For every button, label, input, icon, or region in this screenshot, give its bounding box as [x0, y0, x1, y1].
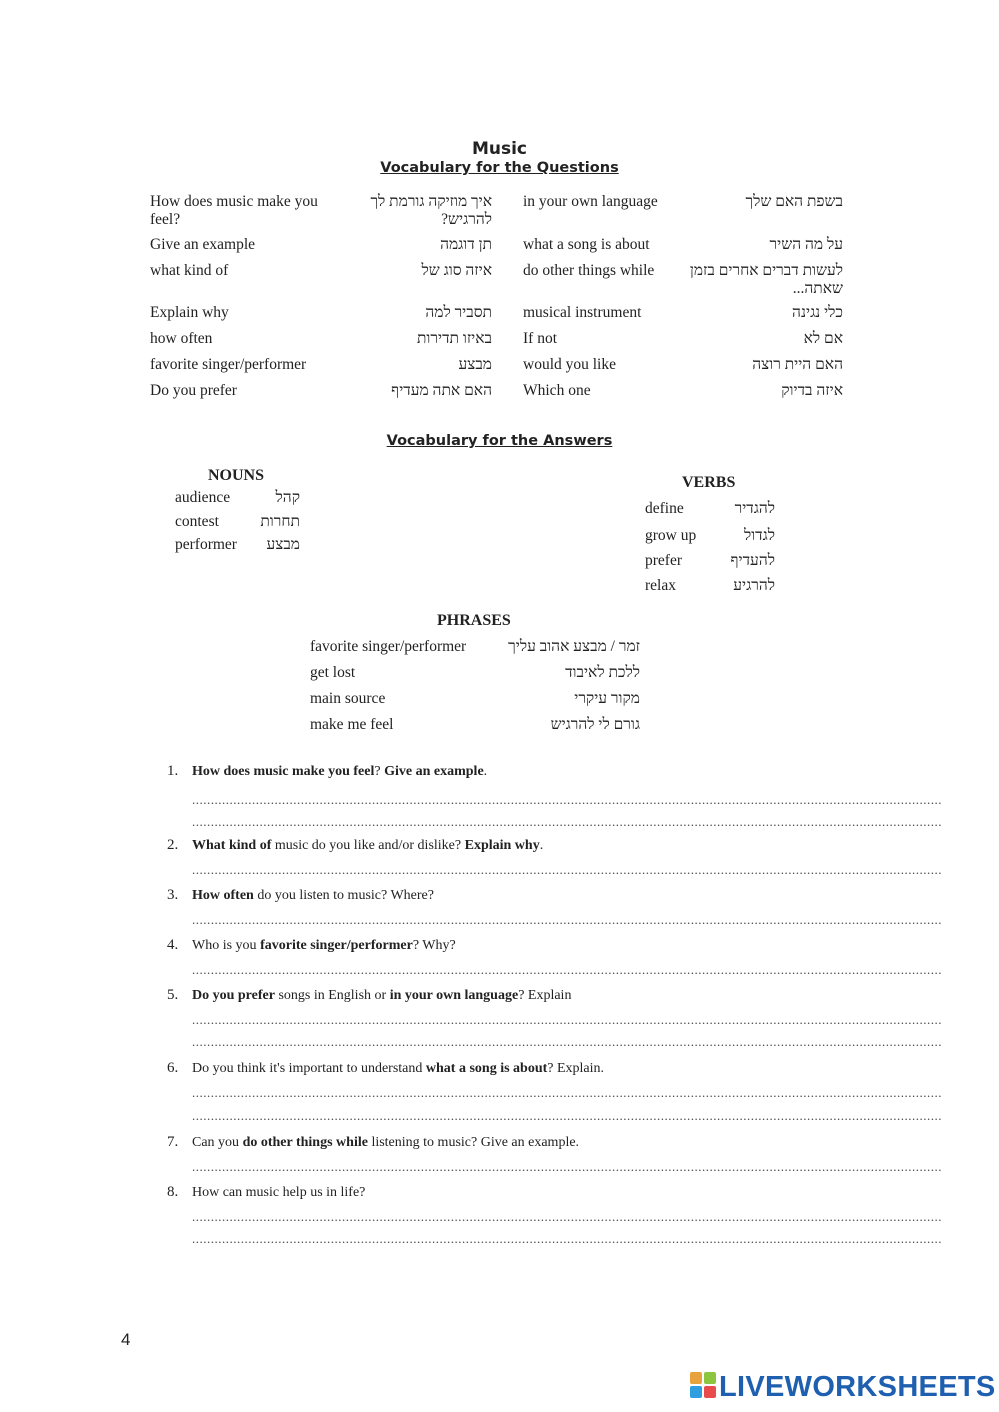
verb-english: grow up: [645, 527, 697, 544]
question-keyword: What kind of: [192, 838, 272, 853]
vocab-english: favorite singer/performer: [150, 356, 307, 373]
phrase-hebrew: גורם לי להרגיש: [550, 716, 640, 733]
question-number: 6.: [167, 1060, 179, 1076]
vocab-english: Explain why: [150, 304, 229, 321]
question: [167, 937, 807, 954]
noun-english: audience: [175, 489, 231, 506]
vocab-hebrew: האם היית רוצה: [752, 356, 843, 373]
verb-hebrew: להגדיר: [734, 500, 775, 517]
phrase-english: make me feel: [310, 716, 394, 733]
vocab-english: how often: [150, 330, 213, 347]
vocab-hebrew: איך מוזיקה גורמת לך להרגיש?: [370, 193, 492, 228]
vocab-hebrew: תסביר למה: [425, 304, 492, 321]
verbs-heading: VERBS: [682, 474, 736, 491]
logo-icon: [690, 1372, 717, 1399]
question-keyword: How often: [192, 888, 254, 903]
liveworksheets-logo: [690, 1371, 996, 1404]
phrases-heading: PHRASES: [437, 612, 511, 629]
vocab-english: musical instrument: [523, 304, 642, 321]
question-text: songs in English or: [274, 988, 390, 1003]
logo-text: LIVEWORKSHEETS: [719, 1371, 996, 1403]
verb-hebrew: להרגיע: [733, 577, 775, 594]
answer-line[interactable]: ........................................................................................................................................................................................................: [192, 1034, 942, 1049]
section-title-questions-vocab: Vocabulary for the Questions: [380, 160, 619, 176]
question-number: 4.: [167, 937, 179, 953]
answer-line[interactable]: ........................................................................................................................................................................................................: [192, 962, 942, 977]
answer-line[interactable]: ........................................................................................................................................................................................................: [192, 792, 942, 807]
phrase-hebrew: מקור עיקרי: [574, 690, 640, 707]
question-text: ? Explain: [518, 988, 572, 1003]
question-keyword: How does music make you feel: [192, 764, 375, 779]
verb-english: prefer: [645, 552, 682, 569]
answer-line[interactable]: ........................................................................................................................................................................................................: [192, 1209, 942, 1224]
question-number: 2.: [167, 837, 179, 853]
phrase-hebrew: ללכת לאיבוד: [565, 664, 640, 681]
question-keyword: what a song is about: [425, 1061, 548, 1076]
question-keyword: favorite singer/performer: [260, 938, 413, 953]
phrase-english: get lost: [310, 664, 356, 681]
answer-line[interactable]: ........................................................................................................................................................................................................: [192, 1108, 942, 1123]
section-title-answers-vocab: Vocabulary for the Answers: [386, 433, 613, 449]
question-keyword: in your own language: [389, 988, 519, 1003]
vocab-english: Do you prefer: [150, 382, 237, 399]
vocab-english: would you like: [523, 356, 616, 373]
question: [167, 987, 807, 1004]
verb-english: define: [645, 500, 684, 517]
question-keyword: Explain why: [464, 838, 540, 853]
question-text: ? Why?: [412, 938, 456, 953]
noun-hebrew: תחרות: [260, 513, 300, 530]
answer-line[interactable]: ........................................................................................................................................................................................................: [192, 1231, 942, 1246]
noun-english: performer: [175, 536, 237, 553]
question-text: ?: [374, 764, 385, 779]
vocab-hebrew: איזה סוג של: [421, 262, 492, 279]
verb-hebrew: לגדול: [743, 527, 775, 544]
vocab-english: what a song is about: [523, 236, 650, 253]
page-number: 4: [121, 1330, 131, 1349]
vocab-hebrew: תן דוגמה: [440, 236, 492, 253]
noun-hebrew: קהל: [275, 489, 300, 506]
noun-english: contest: [175, 513, 219, 530]
page-title: Music: [471, 139, 528, 159]
question-text: music do you like and/or dislike?: [271, 838, 465, 853]
question-text: .: [539, 838, 544, 853]
vocab-hebrew: בשפת האם שלך: [745, 193, 843, 210]
question-text: Do you think it's important to understand: [192, 1061, 426, 1076]
question: [167, 1060, 807, 1077]
question-text: How can music help us in life?: [192, 1185, 366, 1200]
answer-line[interactable]: ........................................................................................................................................................................................................: [192, 912, 942, 927]
question-text: Who is you: [192, 938, 261, 953]
answer-line[interactable]: ........................................................................................................................................................................................................: [192, 1159, 942, 1174]
verb-english: relax: [645, 577, 676, 594]
vocab-english: Give an example: [150, 236, 256, 253]
vocab-hebrew: האם אתה מעדיף: [391, 382, 492, 399]
question-number: 3.: [167, 887, 179, 903]
vocab-hebrew: באיזו תדירות: [416, 330, 492, 347]
question-text: listening to music? Give an example.: [367, 1135, 580, 1150]
answer-line[interactable]: ........................................................................................................................................................................................................: [192, 1085, 942, 1100]
vocab-english: If not: [523, 330, 558, 347]
question: [167, 1134, 807, 1151]
nouns-heading: NOUNS: [208, 467, 265, 484]
question-keyword: Give an example: [384, 764, 484, 779]
vocab-english: Which one: [523, 382, 591, 399]
question-text: Can you: [192, 1135, 243, 1150]
answer-line[interactable]: ........................................................................................................................................................................................................: [192, 814, 942, 829]
vocab-english: do other things while: [523, 262, 655, 279]
phrase-english: main source: [310, 690, 386, 707]
vocab-hebrew: כלי נגינה: [792, 304, 843, 321]
vocab-hebrew: לעשות דברים אחרים בזמן שאתה...: [689, 262, 843, 297]
question-number: 5.: [167, 987, 179, 1003]
question-text: ? Explain.: [547, 1061, 605, 1076]
verb-hebrew: להעדיף: [730, 552, 775, 569]
vocab-english: How does music make you feel?: [150, 193, 318, 228]
question-number: 1.: [167, 763, 179, 779]
vocab-hebrew: על מה השיר: [769, 236, 843, 253]
question: [167, 837, 807, 854]
vocab-hebrew: מבצע: [458, 356, 492, 373]
question: [167, 1184, 807, 1201]
answer-line[interactable]: ........................................................................................................................................................................................................: [192, 1012, 942, 1027]
vocab-hebrew: איזה בדיוק: [781, 382, 843, 399]
vocab-english: what kind of: [150, 262, 229, 279]
question-number: 8.: [167, 1184, 179, 1200]
question: [167, 887, 807, 904]
question-keyword: Do you prefer: [192, 988, 275, 1003]
question-text: .: [483, 764, 488, 779]
phrase-english: favorite singer/performer: [310, 638, 467, 655]
question-keyword: do other things while: [242, 1135, 368, 1150]
question-number: 7.: [167, 1134, 179, 1150]
question: [167, 763, 807, 780]
phrase-hebrew: זמר / מבצע אהוב עליך: [508, 638, 640, 655]
vocab-english: in your own language: [523, 193, 658, 210]
answer-line[interactable]: ........................................................................................................................................................................................................: [192, 862, 942, 877]
question-text: do you listen to music? Where?: [253, 888, 434, 903]
noun-hebrew: מבצע: [266, 536, 300, 553]
vocab-hebrew: אם לא: [803, 330, 843, 347]
